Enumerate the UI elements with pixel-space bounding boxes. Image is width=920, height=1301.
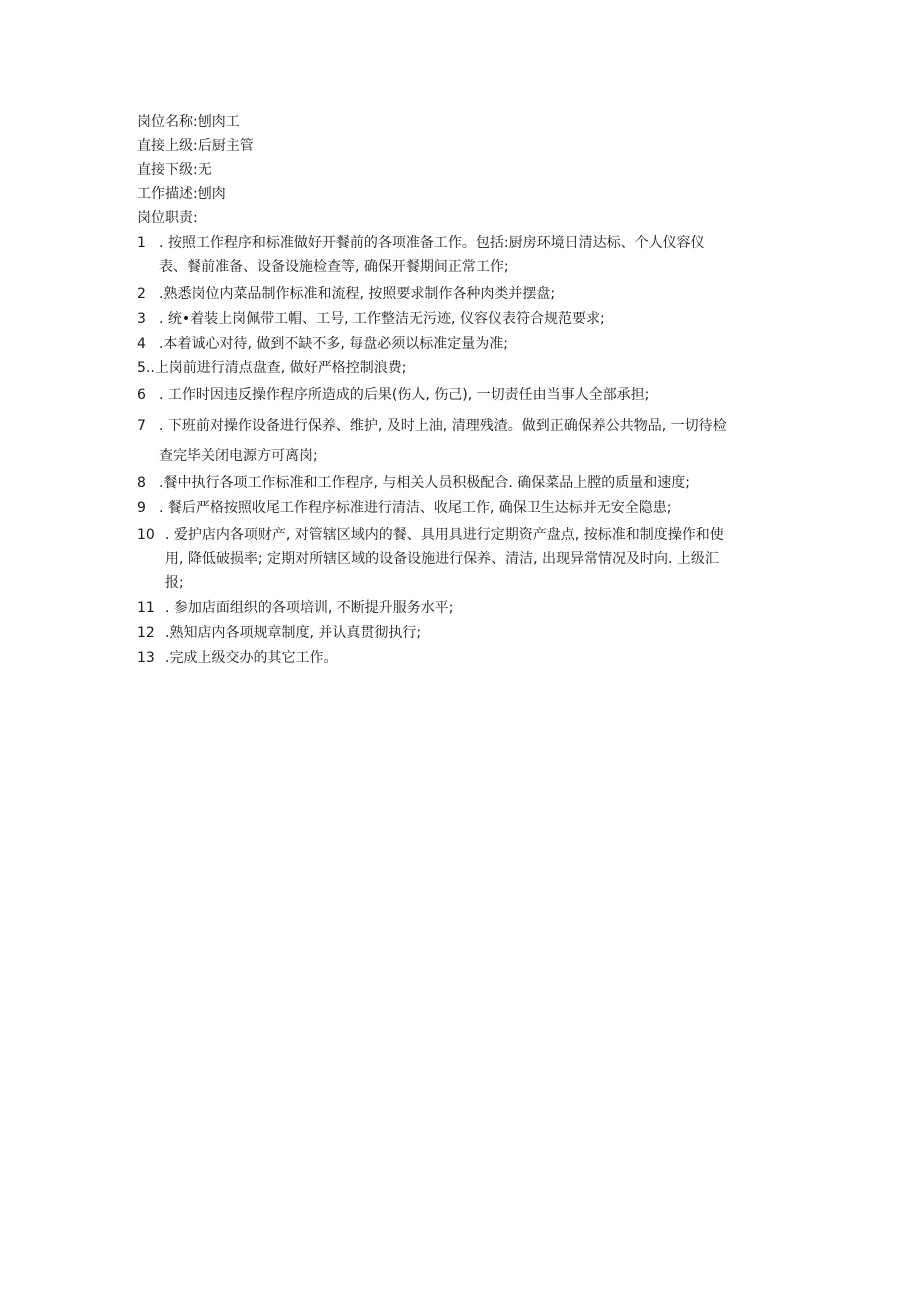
duty-text: .完成上级交办的其它工作。 — [165, 650, 338, 666]
duty-text: .熟悉岗位内菜品制作标准和流程, 按照要求制作各种肉类并摆盘; — [159, 286, 556, 302]
post-name: 岗位名称:刨肉工 — [137, 114, 240, 130]
duty-number: 3 — [137, 311, 146, 327]
duty-text: . 工作时因违反操作程序所造成的后果(伤人, 伤己), 一切责任由当事人全部承担; — [159, 387, 650, 403]
direct-subordinate: 直接下级:无 — [137, 162, 212, 178]
duty-number: 7 — [137, 418, 146, 434]
work-description: 工作描述:刨肉 — [137, 186, 226, 202]
document-page — [137, 110, 727, 670]
duty-text: 上岗前进行清点盘查, 做好严格控制浪费; — [154, 360, 407, 376]
duty-item-7 — [137, 411, 727, 471]
duty-number: 9 — [137, 500, 146, 516]
duty-number: 8 — [137, 475, 146, 491]
duty-number: 4 — [137, 336, 146, 352]
duty-number: 5.. — [137, 360, 155, 376]
duty-text: . 参加店面组织的各项培训, 不断提升服务水平; — [165, 600, 454, 616]
duty-item-8 — [137, 471, 727, 495]
duty-item-13 — [137, 646, 727, 670]
duty-text: .餐中执行各项工作标准和工作程序, 与相关人员积极配合. 确保菜品上膛的质量和速度; — [159, 475, 690, 491]
duty-number: 2 — [137, 286, 146, 302]
duty-number: 6 — [137, 387, 146, 403]
duty-text: . 爱护店内各项财产, 对管辖区域内的餐、具用具进行定期资产盘点, 按标准和制度操作和使用, 降低破损率; 定期对所辖区域的设备设施进行保养、清洁, 出现异常情况及时向. 上级汇报; — [165, 527, 724, 591]
duty-item-3 — [137, 307, 727, 331]
duty-number: 10 — [137, 527, 155, 543]
duty-number: 13 — [137, 650, 155, 666]
duty-number: 11 — [137, 600, 155, 616]
duty-text: .本着诚心对待, 做到不缺不多, 每盘必须以标准定量为准; — [159, 336, 508, 352]
duties-heading: 岗位职责: — [137, 210, 198, 226]
duty-text: . 统•着装上岗佩带工帽、工号, 工作整洁无污迹, 仪容仪表符合规范要求; — [159, 311, 605, 327]
duty-item-12 — [137, 621, 727, 645]
duty-text: .熟知店内各项规章制度, 并认真贯彻执行; — [165, 625, 422, 641]
duty-text: . 按照工作程序和标准做好开餐前的各项准备工作。包括:厨房环境日清达标、个人仪容仪表、餐前准备、设备设施检查等, 确保开餐期间正常工作; — [159, 235, 705, 275]
duty-item-6 — [137, 380, 727, 410]
duty-item-10 — [137, 523, 727, 595]
duty-number: 1 — [137, 235, 146, 251]
duty-item-9 — [137, 496, 727, 520]
duty-item-4 — [137, 332, 727, 356]
duty-text: . 餐后严格按照收尾工作程序标准进行清洁、收尾工作, 确保卫生达标并无安全隐患; — [159, 500, 672, 516]
duty-item-5 — [137, 356, 727, 380]
duty-item-1 — [137, 231, 727, 279]
direct-superior: 直接上级:后厨主管 — [137, 138, 254, 154]
duty-item-11 — [137, 596, 727, 620]
duty-number: 12 — [137, 625, 155, 641]
duty-text: . 下班前对操作设备进行保养、维护, 及时上油, 清理残渣。做到正确保养公共物品, 一切待检查完毕关闭电源方可离岗; — [159, 418, 727, 464]
duty-item-2 — [137, 282, 727, 306]
